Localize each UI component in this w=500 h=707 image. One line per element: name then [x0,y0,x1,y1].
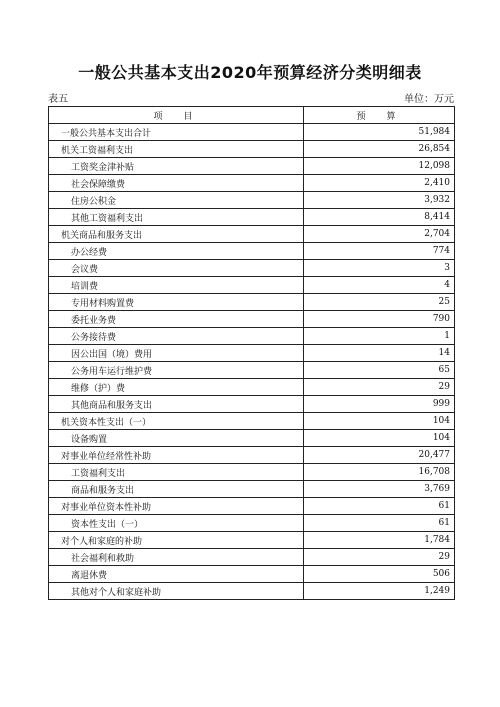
row-item-label: 商品和服务支出 [49,481,304,498]
row-budget-value: 51,984 [304,124,455,141]
table-row [49,396,455,413]
row-budget-value: 1,249 [304,583,455,600]
table-row [49,226,455,243]
row-budget-value: 999 [304,396,455,413]
row-budget-value: 20,477 [304,447,455,464]
row-item-label: 公务用车运行维护费 [49,362,304,379]
row-budget-value: 1,784 [304,532,455,549]
row-item-label: 一般公共基本支出合计 [49,124,304,141]
table-row [49,294,455,311]
table-row [49,260,455,277]
table-number: 表五 [48,94,68,105]
row-item-label: 对事业单位经常性补助 [49,447,304,464]
table-row [49,124,455,141]
table-row [49,413,455,430]
row-item-label: 机关资本性支出（一） [49,413,304,430]
row-budget-value: 104 [304,430,455,447]
row-item-label: 住房公积金 [49,192,304,209]
row-item-label: 其他商品和服务支出 [49,396,304,413]
row-item-label: 对事业单位资本性补助 [49,498,304,515]
row-item-label: 维修（护）费 [49,379,304,396]
row-budget-value: 29 [304,549,455,566]
row-item-label: 办公经费 [49,243,304,260]
row-item-label: 资本性支出（一） [49,515,304,532]
table-row [49,345,455,362]
unit-label: 单位：万元 [404,94,454,105]
row-item-label: 对个人和家庭的补助 [49,532,304,549]
row-item-label: 培训费 [49,277,304,294]
table-row [49,277,455,294]
table-row [49,532,455,549]
row-budget-value: 29 [304,379,455,396]
row-budget-value: 26,854 [304,141,455,158]
table-row [49,583,455,600]
row-item-label: 公务接待费 [49,328,304,345]
row-budget-value: 25 [304,294,455,311]
table-row [49,158,455,175]
row-item-label: 因公出国（境）费用 [49,345,304,362]
budget-table [48,106,455,600]
table-row [49,328,455,345]
row-budget-value: 14 [304,345,455,362]
row-budget-value: 65 [304,362,455,379]
row-budget-value: 3,932 [304,192,455,209]
table-row [49,430,455,447]
row-budget-value: 774 [304,243,455,260]
table-row [49,209,455,226]
row-budget-value: 506 [304,566,455,583]
table-body [49,124,455,600]
table-row [49,447,455,464]
row-item-label: 社会保障缴费 [49,175,304,192]
row-budget-value: 12,098 [304,158,455,175]
table-row [49,379,455,396]
row-item-label: 离退休费 [49,566,304,583]
header-budget: 预 算 [304,107,455,124]
row-budget-value: 16,708 [304,464,455,481]
table-row [49,498,455,515]
row-budget-value: 2,410 [304,175,455,192]
row-budget-value: 8,414 [304,209,455,226]
row-budget-value: 4 [304,277,455,294]
row-item-label: 其他工资福利支出 [49,209,304,226]
row-budget-value: 2,704 [304,226,455,243]
table-row [49,192,455,209]
row-item-label: 机关工资福利支出 [49,141,304,158]
table-row [49,175,455,192]
table-row [49,549,455,566]
table-row [49,515,455,532]
table-row [49,481,455,498]
table-row [49,566,455,583]
row-budget-value: 61 [304,498,455,515]
row-item-label: 会议费 [49,260,304,277]
row-item-label: 工资福利支出 [49,464,304,481]
row-budget-value: 104 [304,413,455,430]
row-item-label: 专用材料购置费 [49,294,304,311]
row-budget-value: 790 [304,311,455,328]
table-row [49,464,455,481]
table-row [49,243,455,260]
row-budget-value: 61 [304,515,455,532]
table-row [49,141,455,158]
row-item-label: 机关商品和服务支出 [49,226,304,243]
table-row [49,311,455,328]
row-budget-value: 3,769 [304,481,455,498]
row-item-label: 设备购置 [49,430,304,447]
table-header-row [49,107,455,124]
row-item-label: 社会福利和救助 [49,549,304,566]
row-budget-value: 1 [304,328,455,345]
table-row [49,362,455,379]
row-item-label: 工资奖金津补贴 [49,158,304,175]
row-item-label: 委托业务费 [49,311,304,328]
row-item-label: 其他对个人和家庭补助 [49,583,304,600]
page-title: 一般公共基本支出2020年预算经济分类明细表 [78,63,422,82]
header-item: 项 目 [49,107,304,124]
row-budget-value: 3 [304,260,455,277]
